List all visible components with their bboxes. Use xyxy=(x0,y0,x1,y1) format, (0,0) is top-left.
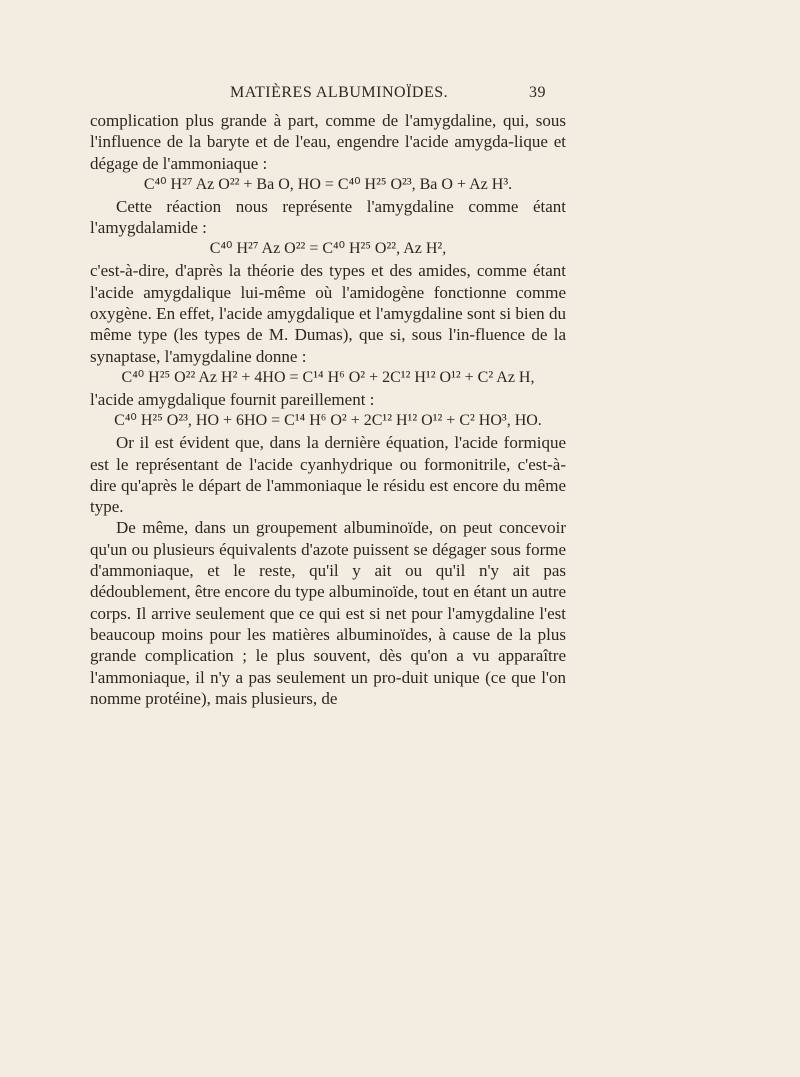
paragraph-6: De même, dans un groupement albuminoïde, on peut concevoir qu'un ou plusieurs équivalents d'azote puissent se dégager sous forme d'ammoniaque, et le reste, qu'il y ait ou qu'il n'y ait pas dédoublement, être encore du type albuminoïde, tout en étant un autre corps. Il arrive seulement que ce qui est si net pour l'amygdaline l'est beaucoup moins pour les matières albuminoïdes, à cause de la plus grande complication ; le plus souvent, dès qu'on a vu apparaître l'ammoniaque, il n'y a pas seulement un pro-duit unique (ce que l'on nomme protéine), mais plusieurs, de xyxy=(90,518,566,708)
equation-4: C⁴⁰ H²⁵ O²³, HO + 6HO = C¹⁴ H⁶ O² + 2C¹² H¹² O¹² + C² HO³, HO. xyxy=(114,412,542,430)
equation-3: C⁴⁰ H²⁵ O²² Az H² + 4HO = C¹⁴ H⁶ O² + 2C¹² H¹² O¹² + C² Az H, xyxy=(121,368,535,386)
paragraph-5: Or il est évident que, dans la dernière équation, l'acide formique est le représentant de l'acide cyanhydrique ou formonitrile, c'est-à-dire qu'après le départ de l'ammoniaque le résidu est encore du même type. xyxy=(90,433,566,517)
equation-2: C⁴⁰ H²⁷ Az O²² = C⁴⁰ H²⁵ O²², Az H², xyxy=(209,240,447,258)
paragraph-2: Cette réaction nous représente l'amygdaline comme étant l'amygdalamide : xyxy=(90,196,566,238)
equation-1: C⁴⁰ H²⁷ Az O²² + Ba O, HO = C⁴⁰ H²⁵ O²³, Ba O + Az H³. xyxy=(143,175,513,193)
page-number: 39 xyxy=(529,84,546,101)
paragraph-1: complication plus grande à part, comme de l'amygdaline, qui, sous l'influence de la baryte et de l'eau, engendre l'acide amygda-lique et dégage de l'ammoniaque : xyxy=(90,111,566,173)
page-header xyxy=(90,84,570,108)
paragraph-3: c'est-à-dire, d'après la théorie des types et des amides, comme étant l'acide amygdalique lui-même où l'amidogène fonctionne comme oxygène. En effet, l'acide amygdalique et l'amygdaline sont si bien du même type (les types de M. Dumas), que si, sous l'in-fluence de la synaptase, l'amygdaline donne : xyxy=(90,261,566,366)
paragraph-4: l'acide amygdalique fournit pareillement : xyxy=(90,389,375,409)
running-title: MATIÈRES ALBUMINOÏDES. xyxy=(230,84,449,101)
body-text xyxy=(90,110,566,709)
